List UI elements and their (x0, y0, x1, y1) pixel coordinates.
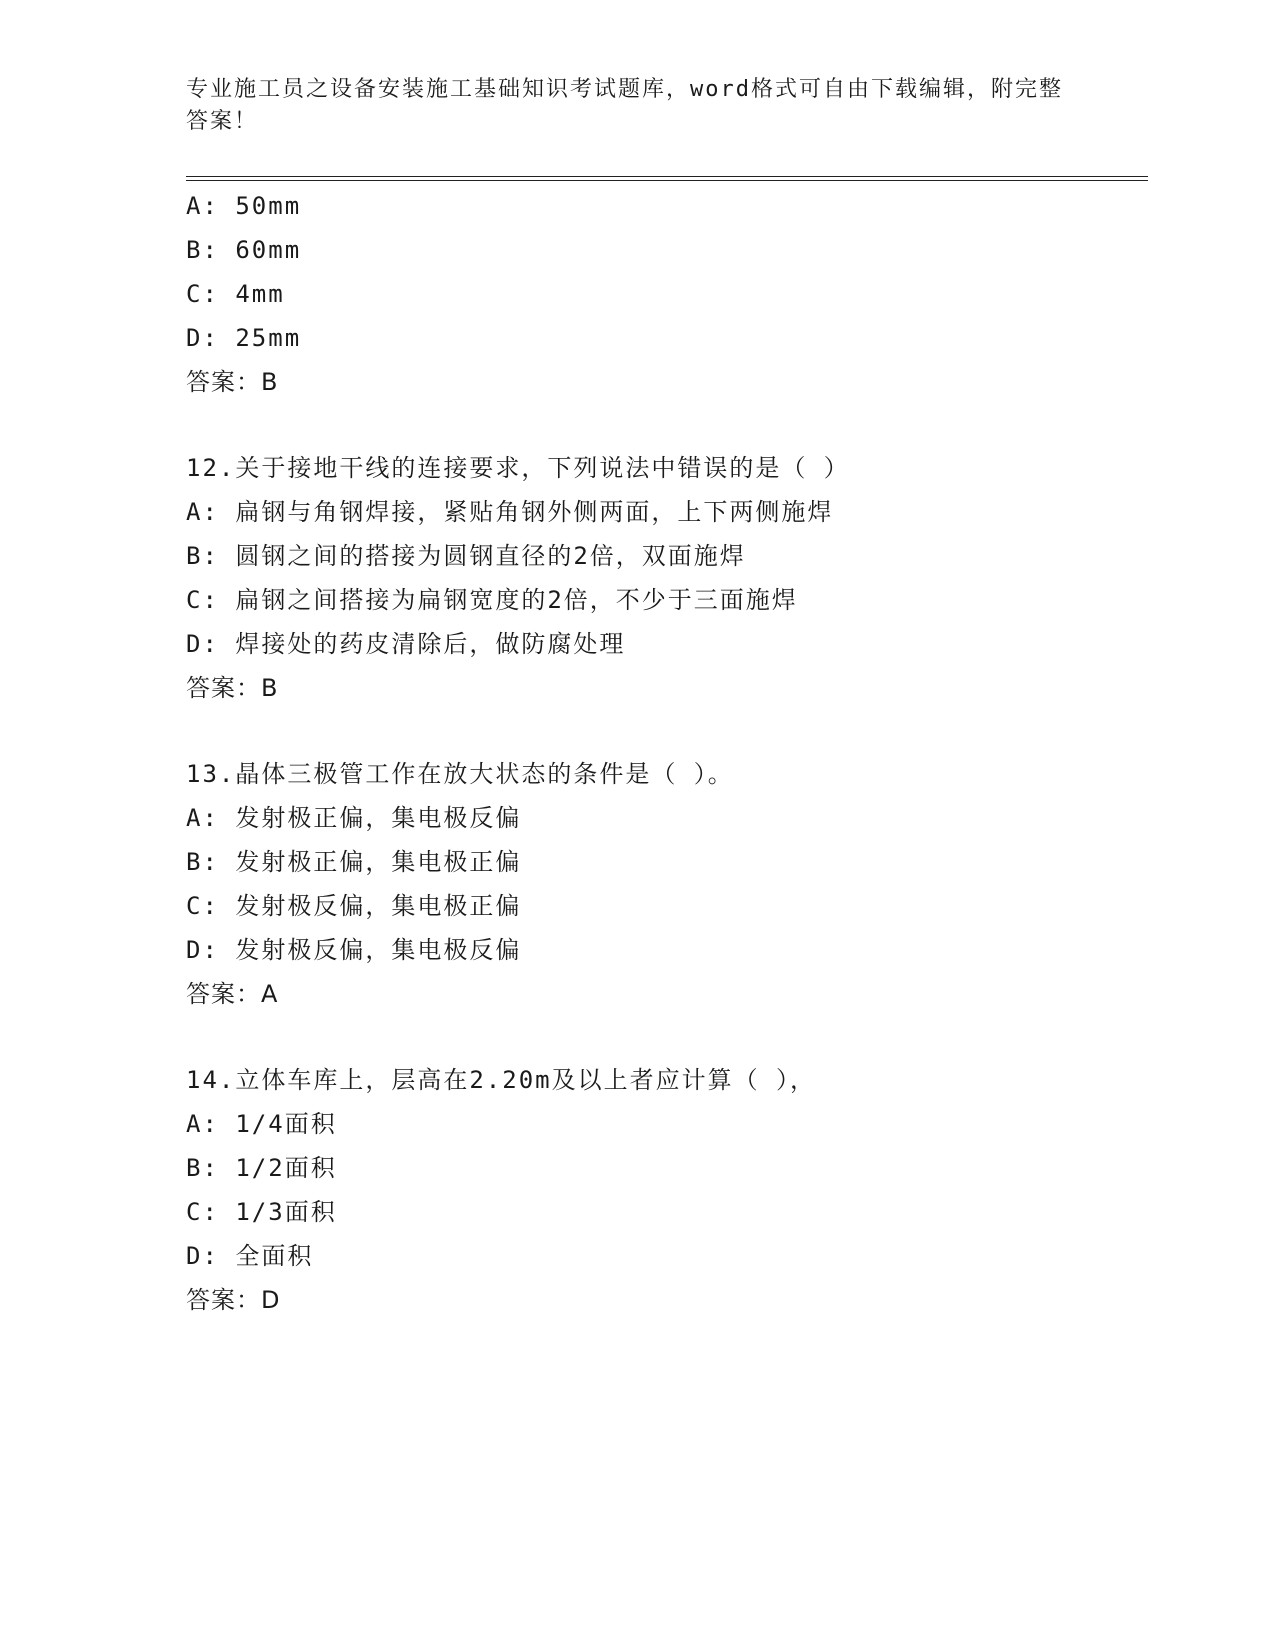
q14-option-b: B: 1/2面积 (186, 1154, 337, 1182)
q13-question: 13.晶体三极管工作在放大状态的条件是（ ）。 (186, 760, 734, 788)
q11-option-b: B: 60mm (186, 236, 302, 264)
q14-option-d: D: 全面积 (186, 1242, 314, 1270)
q13-option-d: D: 发射极反偏，集电极反偏 (186, 936, 522, 964)
q14-answer: 答案：D (186, 1286, 281, 1314)
q11-option-a: A: 50mm (186, 192, 302, 220)
q12-option-b: B: 圆钢之间的搭接为圆钢直径的2倍，双面施焊 (186, 542, 746, 570)
q12-option-a: A: 扁钢与角钢焊接，紧贴角钢外侧两面，上下两侧施焊 (186, 498, 834, 526)
q13-option-c: C: 发射极反偏，集电极正偏 (186, 892, 522, 920)
q12-answer: 答案：B (186, 674, 279, 702)
q14-option-c: C: 1/3面积 (186, 1198, 337, 1226)
q13-option-a: A: 发射极正偏，集电极反偏 (186, 804, 522, 832)
header-divider (186, 176, 1148, 181)
q11-option-c: C: 4mm (186, 280, 285, 308)
document-header: 专业施工员之设备安装施工基础知识考试题库，word格式可自由下载编辑，附完整答案！ (186, 77, 1063, 134)
q11-answer: 答案：B (186, 368, 279, 396)
q12-option-d: D: 焊接处的药皮清除后，做防腐处理 (186, 630, 626, 658)
q12-question: 12.关于接地干线的连接要求，下列说法中错误的是（ ） (186, 454, 850, 482)
q14-option-a: A: 1/4面积 (186, 1110, 337, 1138)
q13-option-b: B: 发射极正偏，集电极正偏 (186, 848, 522, 876)
q11-option-d: D: 25mm (186, 324, 302, 352)
q14-question: 14.立体车库上，层高在2.20m及以上者应计算（ ）， (186, 1066, 817, 1094)
q12-option-c: C: 扁钢之间搭接为扁钢宽度的2倍，不少于三面施焊 (186, 586, 798, 614)
q13-answer: 答案：A (186, 980, 279, 1008)
